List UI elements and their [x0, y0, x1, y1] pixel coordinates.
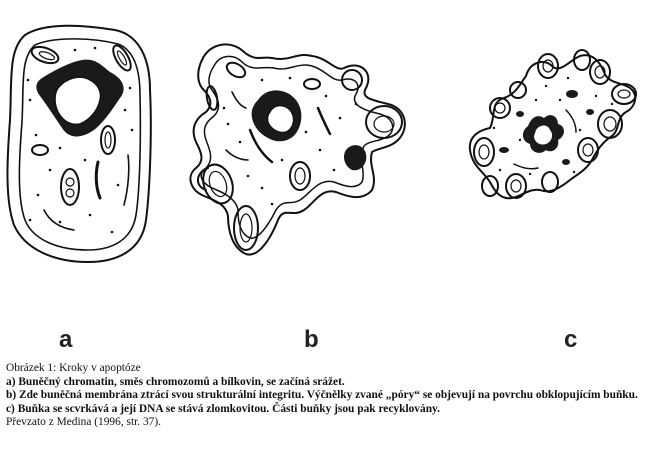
dense-body — [562, 159, 570, 165]
bleb — [295, 168, 305, 184]
caption-step-a: a) Buněčný chromatin, směs chromozomů a bílkovin, se začíná srážet. — [6, 375, 345, 388]
bleb — [374, 116, 394, 132]
cell-b — [190, 44, 404, 254]
cell-a — [7, 26, 150, 262]
fragment — [604, 117, 616, 131]
bleb — [612, 84, 636, 104]
organelle — [318, 108, 330, 134]
organelle — [124, 155, 129, 205]
bleb — [574, 50, 590, 70]
bleb — [474, 138, 494, 166]
bleb — [198, 160, 238, 207]
organelle — [224, 60, 247, 80]
panel-label-c: c — [564, 326, 578, 353]
caption-source: Převzato z Medina (1996, str. 37). — [6, 416, 162, 429]
organelle — [66, 178, 74, 186]
caption-title: Obrázek 1: Kroky v apoptóze — [6, 362, 141, 374]
panel-label-a: a — [59, 326, 73, 353]
fragment — [583, 144, 593, 156]
bleb — [240, 214, 252, 242]
organelle — [304, 79, 320, 89]
cell-b-membrane — [190, 44, 404, 254]
dense-body — [499, 147, 509, 153]
bleb — [538, 54, 558, 78]
fragment — [495, 103, 505, 113]
fragment — [511, 180, 521, 192]
organelle — [29, 44, 60, 67]
organelle — [32, 145, 48, 155]
organelle — [514, 164, 538, 169]
panel-label-b: b — [304, 326, 319, 353]
bleb — [490, 98, 510, 118]
organelle — [110, 43, 134, 73]
dense-body — [566, 90, 578, 98]
bleb — [290, 162, 310, 190]
fragment — [479, 145, 489, 159]
cell-c — [470, 50, 636, 198]
organelle — [96, 162, 100, 198]
organelle — [101, 126, 115, 154]
bleb — [510, 82, 526, 98]
bleb — [482, 176, 498, 196]
figure-caption — [6, 362, 642, 430]
organelle — [61, 169, 79, 205]
organelle — [232, 92, 246, 108]
bleb — [578, 138, 598, 162]
dense-body — [516, 111, 524, 117]
organelle — [566, 110, 576, 132]
dense-body — [586, 109, 594, 115]
fragment — [618, 90, 630, 98]
bleb — [234, 206, 258, 250]
organelle — [66, 189, 74, 197]
caption-step-b: b) Zde buněčná membrána ztrácí svou strukturální integritu. Výčnělky zvané „póry“ se objevují na povrchu obklopujícím buňku. — [6, 389, 638, 402]
organelle — [105, 132, 111, 148]
organelle — [226, 150, 248, 160]
bleb — [506, 174, 526, 198]
bleb — [542, 172, 558, 192]
caption-step-c: c) Buňka se scvrkává a její DNA se stává zlomkovitou. Části buňky jsou pak recyklovány. — [6, 402, 440, 415]
cell-b-inner-membrane — [201, 56, 392, 238]
bleb — [366, 106, 402, 138]
organelle — [44, 210, 74, 230]
